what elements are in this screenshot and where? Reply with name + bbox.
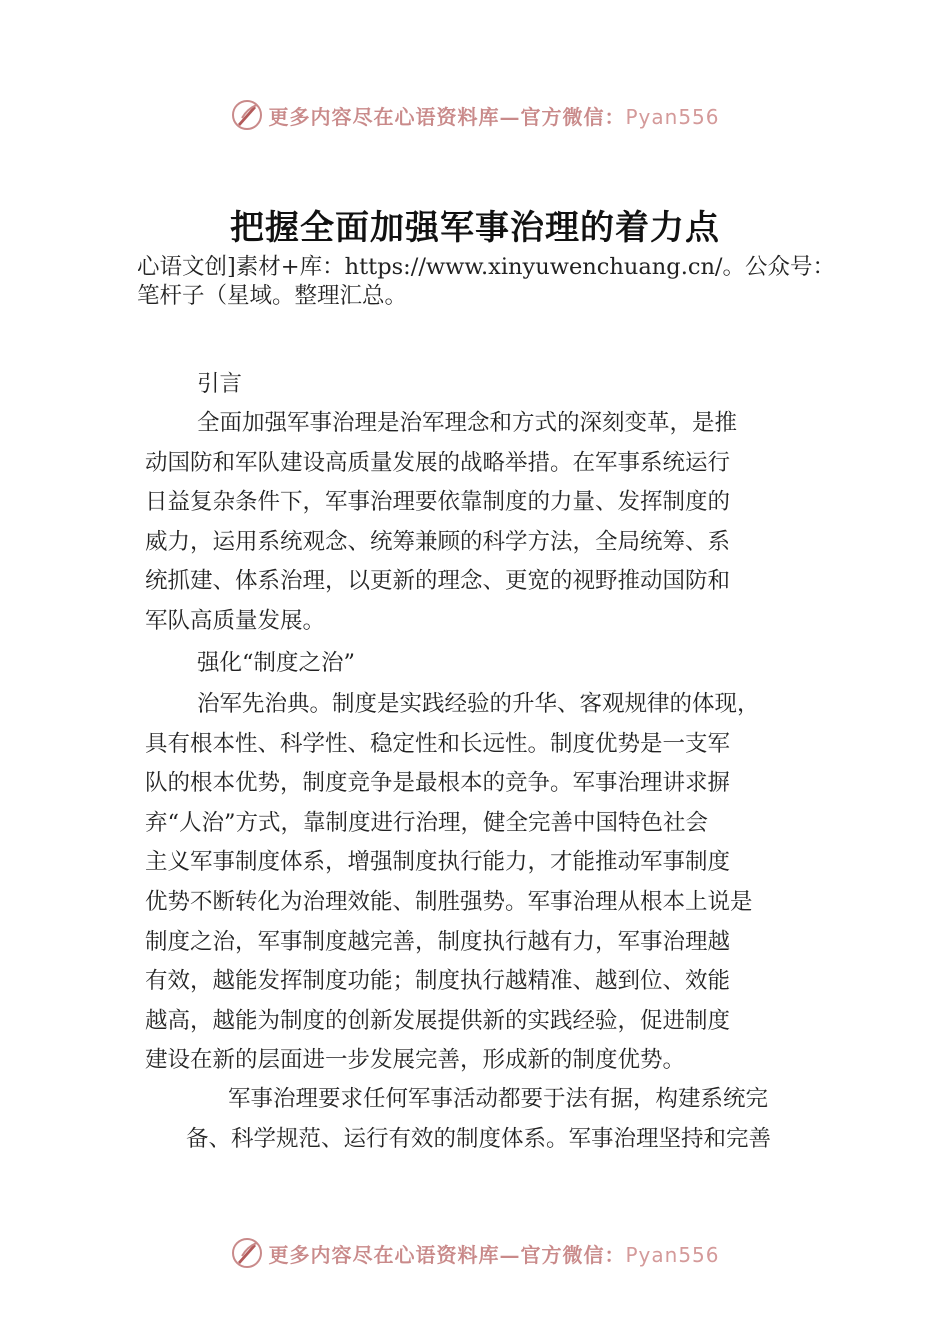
section-heading-1: 强化“制度之治” <box>197 650 356 676</box>
paragraph-line: 有效，越能发挥制度功能；制度执行越精准、越到位、效能 <box>145 968 731 995</box>
paragraph-line: 动国防和军队建设高质量发展的战略举措。在军事系统运行 <box>145 449 731 476</box>
footer-watermark-banner <box>0 1233 950 1273</box>
section2-paragraph <box>186 1080 866 1159</box>
paragraph-line: 统抓建、体系治理，以更新的理念、更宽的视野推动国防和 <box>145 568 731 595</box>
banner-wechat-id: Pyan556 <box>625 1242 720 1267</box>
banner-label: 更多内容尽在心语资料库—官方微信： <box>268 104 626 129</box>
quill-pen-logo-icon <box>230 98 264 132</box>
source-line: 心语文创]素材+库：https://www.xinyuwenchuang.cn/。公众号：笔杆子（星域。整理汇总。 <box>137 254 836 309</box>
paragraph-line: 备、科学规范、运行有效的制度体系。军事治理坚持和完善 <box>186 1125 772 1152</box>
paragraph-line: 威力，运用系统观念、统筹兼顾的科学方法，全局统筹、系 <box>145 528 731 555</box>
banner-text <box>268 101 719 130</box>
paragraph-line: 队的根本优势，制度竞争是最根本的竞争。军事治理讲求摒 <box>145 770 731 797</box>
paragraph-line: 主义军事制度体系，增强制度执行能力，才能推动军事制度 <box>145 849 731 876</box>
paragraph-line: 治军先治典。制度是实践经验的升华、客观规律的体现， <box>197 691 760 717</box>
paragraph-line: 弃“人治”方式，靠制度进行治理，健全完善中国特色社会 <box>145 809 709 836</box>
intro-paragraph <box>145 404 825 642</box>
paragraph-line: 具有根本性、科学性、稳定性和长远性。制度优势是一支军 <box>145 730 731 757</box>
paragraph-line: 建设在新的层面进一步发展完善，形成新的制度优势。 <box>145 1047 686 1074</box>
quill-pen-logo-icon <box>230 1236 264 1270</box>
paragraph-line: 越高，越能为制度的创新发展提供新的实践经验，促进制度 <box>145 1007 731 1034</box>
section1-paragraph <box>145 685 825 1081</box>
paragraph-line: 制度之治，军事制度越完善，制度执行越有力，军事治理越 <box>145 928 731 955</box>
header-watermark-banner <box>0 95 950 135</box>
paragraph-line: 优势不断转化为治理效能、制胜强势。军事治理从根本上说是 <box>145 888 753 915</box>
document-title: 把握全面加强军事治理的着力点 <box>230 208 720 248</box>
paragraph-line: 日益复杂条件下，军事治理要依靠制度的力量、发挥制度的 <box>145 489 731 516</box>
paragraph-line: 军队高质量发展。 <box>145 607 326 634</box>
paragraph-line: 全面加强军事治理是治军理念和方式的深刻变革，是推 <box>197 410 738 436</box>
banner-text <box>268 1239 719 1268</box>
banner-wechat-id: Pyan556 <box>625 104 720 129</box>
banner-label: 更多内容尽在心语资料库—官方微信： <box>268 1242 626 1267</box>
heading-intro: 引言 <box>197 371 243 397</box>
paragraph-line: 军事治理要求任何军事活动都要于法有据，构建系统完 <box>228 1086 769 1112</box>
